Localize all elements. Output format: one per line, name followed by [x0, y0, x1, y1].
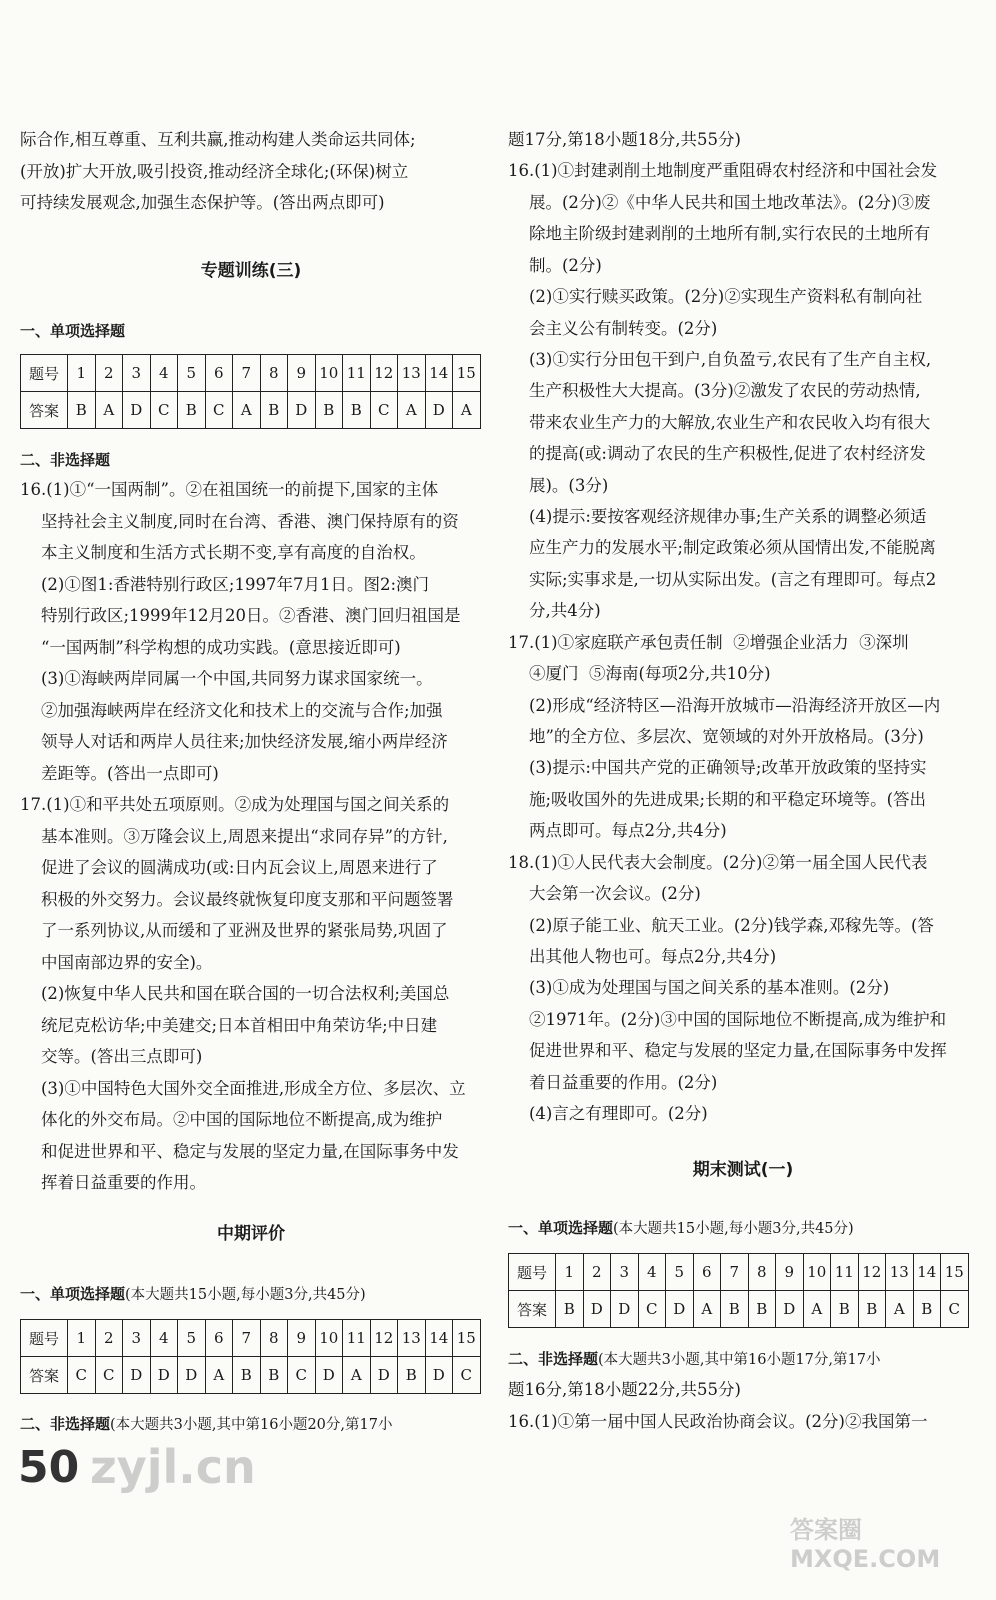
text-line: (2)形成“经济特区—沿海开放城市—沿海经济开放区—内: [508, 695, 941, 715]
table-cell-number: 1: [556, 1254, 584, 1291]
text-line: 了一系列协议,从而缓和了亚洲及世界的紧张局势,巩固了: [20, 921, 448, 940]
table-cell-answer: C: [150, 392, 178, 429]
text-line: “一国两制”科学构想的成功实践。(意思接近即可): [20, 637, 401, 657]
table-cell-answer: D: [123, 392, 151, 429]
table-cell-answer: B: [858, 1291, 886, 1328]
text-line: ④厦门 ⑤海南(每项2分,共10分): [508, 664, 771, 684]
table-cell-label: 答案: [21, 392, 68, 429]
text-line: 制。(2分): [508, 255, 602, 275]
table-cell-number: 3: [123, 1320, 151, 1357]
s3-choice-heading-label: 一、单项选择题: [508, 1219, 614, 1237]
table-cell-answer: D: [315, 1357, 343, 1394]
text-line: 领导人对话和两岸人员往来;加快经济发展,缩小两岸经济: [20, 732, 448, 751]
text-line: (2)①实行赎买政策。(2分)②实现生产资料私有制向社: [508, 287, 923, 307]
table-cell-label: 答案: [509, 1291, 556, 1328]
table-cell-number: 4: [638, 1254, 666, 1291]
table-row-numbers: [509, 1254, 969, 1291]
table-cell-number: 13: [398, 1320, 426, 1357]
s2-choice-heading-label: 一、单项选择题: [20, 1285, 126, 1303]
text-line: 特别行政区;1999年12月20日。②香港、澳门回归祖国是: [20, 606, 461, 625]
text-line: 17.(1)①家庭联产承包责任制 ②增强企业活力 ③深圳: [508, 632, 909, 652]
text-line: 18.(1)①人民代表大会制度。(2分)②第一届全国人民代表: [508, 852, 928, 872]
table-cell-answer: B: [178, 392, 206, 429]
table-cell-number: 11: [343, 355, 371, 392]
table-cell-number: 11: [831, 1254, 859, 1291]
table-cell-answer: D: [425, 392, 453, 429]
text-line: 差距等。(答出一点即可): [20, 763, 219, 783]
table-cell-answer: C: [68, 1357, 96, 1394]
table-cell-number: 7: [233, 355, 261, 392]
text-line: 16.(1)①封建剥削土地制度严重阻碍农村经济和中国社会发: [508, 161, 938, 181]
table-cell-answer: C: [95, 1357, 123, 1394]
text-line: 展)。(3分): [508, 475, 609, 495]
text-line: (开放)扩大开放,吸引投资,推动经济全球化;(环保)树立: [20, 161, 409, 181]
text-line: 促进世界和平、稳定与发展的坚定力量,在国际事务中发挥: [508, 1041, 947, 1061]
table-cell-answer: B: [315, 392, 343, 429]
text-line: 交等。(答出三点即可): [20, 1047, 203, 1066]
text-line: 16.(1)①“一国两制”。②在祖国统一的前提下,国家的主体: [20, 480, 439, 499]
table-cell-label: 题号: [509, 1254, 556, 1291]
table-row-answers: [509, 1291, 969, 1328]
table-cell-number: 3: [123, 355, 151, 392]
text-line: 会主义公有制转变。(2分): [508, 318, 718, 338]
table-cell-answer: D: [776, 1291, 804, 1328]
table-cell-answer: B: [556, 1291, 584, 1328]
s3-nonchoice-heading-label: 二、非选择题: [508, 1350, 599, 1368]
table-row-answers: [21, 1357, 481, 1394]
s1-answer-table: [20, 354, 481, 429]
section-title-zhuanti: 专题训练(三): [200, 261, 302, 281]
table-cell-number: 1: [68, 355, 96, 392]
table-cell-answer: D: [611, 1291, 639, 1328]
table-cell-label: 题号: [21, 1320, 68, 1357]
text-line: ②1971年。(2分)③中国的国际地位不断提高,成为维护和: [508, 1009, 947, 1029]
table-cell-answer: A: [205, 1357, 233, 1394]
table-cell-number: 12: [370, 355, 398, 392]
text-line: 分,共4分): [508, 601, 601, 621]
text-line: 地”的全方位、多层次、宽领域的对外开放格局。(3分): [508, 726, 924, 746]
text-line: 展。(2分)②《中华人民共和国土地改革法》。(2分)③废: [508, 192, 931, 212]
table-cell-number: 15: [941, 1254, 969, 1291]
table-cell-answer: C: [638, 1291, 666, 1328]
table-cell-number: 10: [803, 1254, 831, 1291]
table-cell-number: 6: [205, 355, 233, 392]
table-cell-answer: D: [666, 1291, 694, 1328]
table-cell-answer: B: [68, 392, 96, 429]
text-line: (3)①中国特色大国外交全面推进,形成全方位、多层次、立: [20, 1078, 466, 1098]
text-line: (2)恢复中华人民共和国在联合国的一切合法权利;美国总: [20, 984, 450, 1003]
text-line: (4)言之有理即可。(2分): [508, 1104, 708, 1124]
table-row-answers: [21, 392, 481, 429]
s3-answer-table: [508, 1253, 969, 1328]
s3-choice-heading: [508, 1217, 854, 1238]
table-cell-answer: B: [233, 1357, 261, 1394]
text-line: 带来农业生产力的大解放,农业生产和农民收入均有很大: [508, 412, 931, 432]
table-cell-answer: B: [913, 1291, 941, 1328]
table-cell-label: 答案: [21, 1357, 68, 1394]
table-cell-answer: B: [398, 1357, 426, 1394]
watermark-mxqe: 答案圈 MXQE.COM: [790, 1516, 941, 1573]
text-line: 大会第一次会议。(2分): [508, 884, 701, 904]
table-cell-answer: D: [288, 392, 316, 429]
table-cell-number: 1: [68, 1320, 96, 1357]
s1-choice-heading: 一、单项选择题: [20, 322, 126, 340]
s2-nonchoice-heading: [20, 1413, 392, 1434]
table-cell-answer: C: [288, 1357, 316, 1394]
section-title-qimo: 期末测试(一): [692, 1160, 794, 1180]
text-line: (3)①成为处理国与国之间关系的基本准则。(2分): [508, 978, 890, 998]
table-cell-number: 10: [315, 1320, 343, 1357]
table-cell-answer: D: [150, 1357, 178, 1394]
page-number: 50: [18, 1442, 80, 1493]
table-cell-number: 12: [370, 1320, 398, 1357]
text-line: (3)①实行分田包干到户,自负盈亏,农民有了生产自主权,: [508, 349, 932, 369]
table-cell-number: 11: [343, 1320, 371, 1357]
table-cell-number: 8: [260, 1320, 288, 1357]
text-line: 中国南部边界的安全)。: [20, 952, 213, 972]
table-cell-answer: D: [370, 1357, 398, 1394]
table-cell-answer: D: [123, 1357, 151, 1394]
table-cell-number: 4: [150, 355, 178, 392]
text-line: 体化的外交布局。②中国的国际地位不断提高,成为维护: [20, 1110, 443, 1129]
table-cell-number: 6: [205, 1320, 233, 1357]
text-line: 施;吸收国外的先进成果;长期的和平稳定环境等。(答出: [508, 789, 927, 809]
table-cell-answer: A: [95, 392, 123, 429]
s2-answer-table: [20, 1319, 481, 1394]
table-cell-number: 2: [583, 1254, 611, 1291]
table-cell-number: 2: [95, 1320, 123, 1357]
table-cell-number: 8: [748, 1254, 776, 1291]
text-line: 促进了会议的圆满成功(或:日内瓦会议上,周恩来进行了: [20, 858, 438, 877]
table-cell-answer: D: [583, 1291, 611, 1328]
text-line: 坚持社会主义制度,同时在台湾、香港、澳门保持原有的资: [20, 511, 459, 531]
table-cell-answer: B: [260, 1357, 288, 1394]
table-cell-number: 2: [95, 355, 123, 392]
table-cell-number: 9: [288, 1320, 316, 1357]
text-line: 生产积极性大大提高。(3分)②激发了农民的劳动热情,: [508, 381, 921, 401]
table-cell-number: 8: [260, 355, 288, 392]
table-cell-number: 5: [666, 1254, 694, 1291]
text-line: 基本准则。③万隆会议上,周恩来提出“求同存异”的方针,: [20, 826, 448, 846]
text-line: ②加强海峡两岸在经济文化和技术上的交流与合作;加强: [20, 700, 443, 720]
text-line: 应生产力的发展水平;制定政策必须从国情出发,不能脱离: [508, 538, 936, 558]
text-line: 积极的外交努力。会议最终就恢复印度支那和平问题签署: [20, 889, 454, 909]
table-cell-answer: A: [886, 1291, 914, 1328]
text-line: 两点即可。每点2分,共4分): [508, 821, 727, 841]
text-line: (3)提示:中国共产党的正确领导;改革开放政策的坚持实: [508, 758, 927, 778]
table-row-numbers: [21, 1320, 481, 1357]
table-cell-label: 题号: [21, 355, 68, 392]
table-cell-answer: C: [205, 392, 233, 429]
table-cell-number: 14: [425, 355, 453, 392]
text-line: 出其他人物也可。每点2分,共4分): [508, 946, 777, 966]
table-cell-answer: B: [748, 1291, 776, 1328]
table-cell-number: 4: [150, 1320, 178, 1357]
table-cell-answer: A: [233, 392, 261, 429]
table-cell-number: 7: [721, 1254, 749, 1291]
s2-nonchoice-heading-label: 二、非选择题: [20, 1415, 111, 1433]
table-cell-number: 5: [178, 355, 206, 392]
table-cell-number: 14: [425, 1320, 453, 1357]
table-cell-answer: A: [398, 392, 426, 429]
table-cell-number: 15: [453, 1320, 481, 1357]
table-cell-number: 10: [315, 355, 343, 392]
table-cell-number: 13: [398, 355, 426, 392]
text-line: (3)①海峡两岸同属一个中国,共同努力谋求国家统一。: [20, 669, 433, 688]
text-line: 着日益重要的作用。(2分): [508, 1072, 718, 1092]
table-cell-answer: B: [831, 1291, 859, 1328]
table-cell-answer: B: [343, 392, 371, 429]
text-line: (2)①图1:香港特别行政区;1997年7月1日。图2:澳门: [20, 574, 430, 594]
text-line: 际合作,相互尊重、互利共赢,推动构建人类命运共同体;: [20, 130, 416, 149]
s3-nonchoice-note: (本大题共3小题,其中第16小题17分,第17小: [598, 1352, 881, 1368]
table-cell-number: 6: [693, 1254, 721, 1291]
text-line: 题16分,第18小题22分,共55分): [508, 1380, 741, 1399]
table-cell-answer: D: [178, 1357, 206, 1394]
text-line: 题17分,第18小题18分,共55分): [508, 130, 741, 149]
table-cell-answer: C: [370, 392, 398, 429]
table-cell-number: 5: [178, 1320, 206, 1357]
table-cell-answer: D: [425, 1357, 453, 1394]
s2-nonchoice-note: (本大题共3小题,其中第16小题20分,第17小: [110, 1417, 393, 1433]
table-cell-number: 12: [858, 1254, 886, 1291]
table-cell-answer: C: [941, 1291, 969, 1328]
text-line: 挥着日益重要的作用。: [20, 1173, 206, 1192]
text-line: 实际;实事求是,一切从实际出发。(言之有理即可。每点2: [508, 569, 937, 589]
text-line: 除地主阶级封建剥削的土地所有制,实行农民的土地所有: [508, 224, 931, 244]
text-line: 统尼克松访华;中美建交;日本首相田中角荣访华;中日建: [20, 1015, 438, 1035]
table-cell-number: 9: [776, 1254, 804, 1291]
text-line: (4)提示:要按客观经济规律办事;生产关系的调整必须适: [508, 507, 927, 527]
table-cell-answer: B: [721, 1291, 749, 1328]
table-cell-answer: B: [260, 392, 288, 429]
table-cell-number: 7: [233, 1320, 261, 1357]
s3-choice-note: (本大题共15小题,每小题3分,共45分): [613, 1221, 854, 1237]
watermark-site: zyjl.cn: [90, 1440, 256, 1494]
text-line: 可持续发展观念,加强生态保护等。(答出两点即可): [20, 193, 385, 212]
table-cell-answer: A: [803, 1291, 831, 1328]
text-line: 本主义制度和生活方式长期不变,享有高度的自治权。: [20, 543, 426, 562]
text-line: 的提高(或:调动了农民的生产积极性,促进了农村经济发: [508, 444, 926, 464]
table-cell-number: 3: [611, 1254, 639, 1291]
table-cell-answer: A: [693, 1291, 721, 1328]
table-cell-number: 13: [886, 1254, 914, 1291]
text-line: (2)原子能工业、航天工业。(2分)钱学森,邓稼先等。(答: [508, 915, 934, 935]
table-cell-number: 14: [913, 1254, 941, 1291]
table-cell-number: 15: [453, 355, 481, 392]
table-cell-answer: A: [453, 392, 481, 429]
table-row-numbers: [21, 355, 481, 392]
s1-nonchoice-heading: 二、非选择题: [20, 451, 111, 469]
s2-choice-note: (本大题共15小题,每小题3分,共45分): [125, 1287, 366, 1303]
table-cell-answer: C: [453, 1357, 481, 1394]
text-line: 16.(1)①第一届中国人民政治协商会议。(2分)②我国第一: [508, 1411, 928, 1431]
table-cell-number: 9: [288, 355, 316, 392]
text-line: 和促进世界和平、稳定与发展的坚定力量,在国际事务中发: [20, 1141, 459, 1161]
s2-choice-heading: [20, 1283, 366, 1304]
text-line: 17.(1)①和平共处五项原则。②成为处理国与国之间关系的: [20, 795, 450, 814]
table-cell-answer: A: [343, 1357, 371, 1394]
section-title-zhongqi: 中期评价: [217, 1224, 285, 1244]
s3-nonchoice-heading: [508, 1348, 880, 1369]
